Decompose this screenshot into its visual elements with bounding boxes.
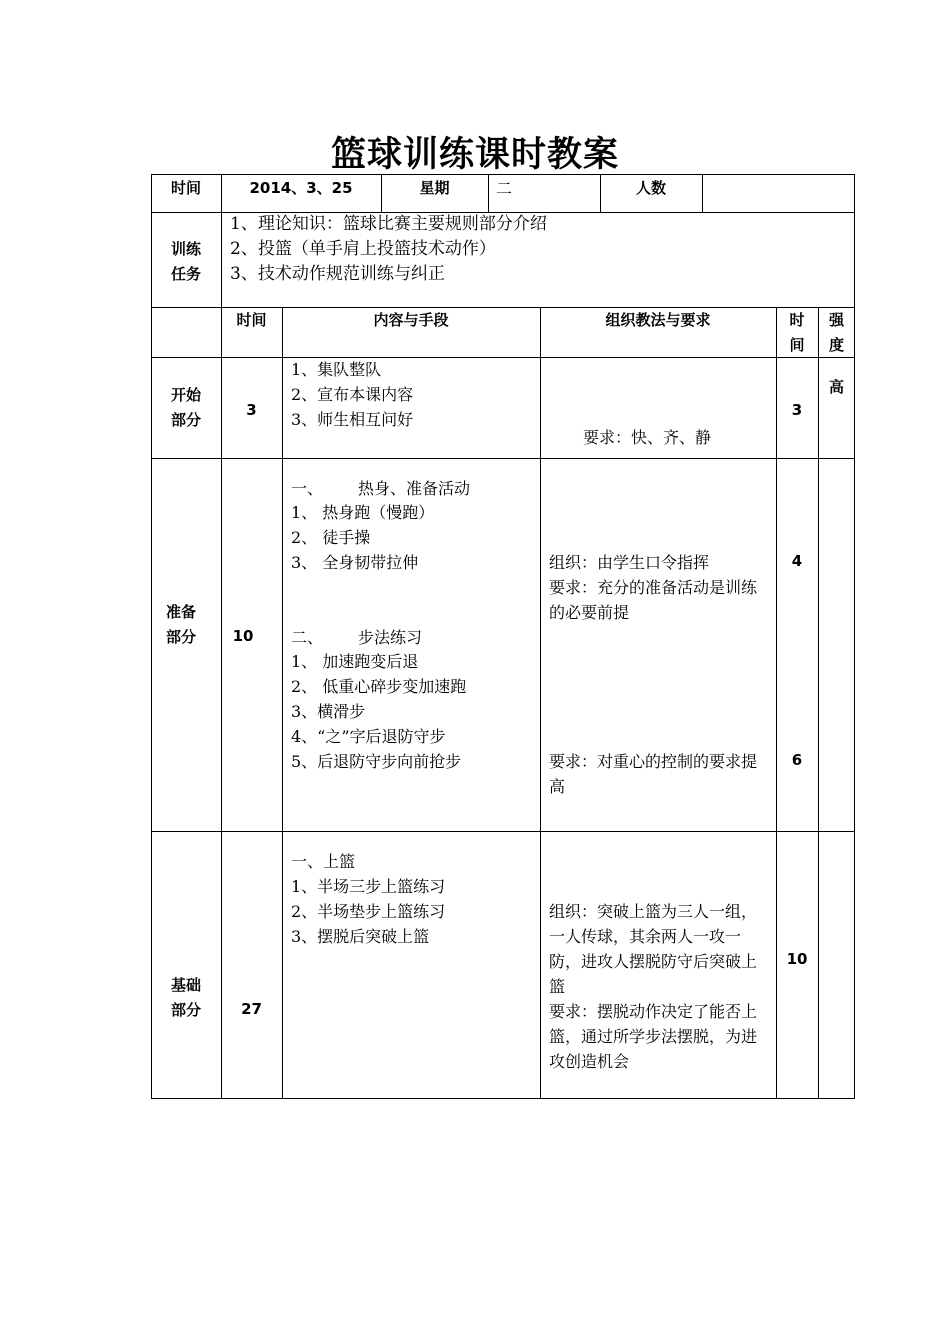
col-header-duration-line: 时 <box>789 311 805 329</box>
content-item: 1、集队整队 <box>291 360 382 379</box>
header-time-label: 时间 <box>170 179 201 197</box>
content-item: 2、 徒手操 <box>291 528 371 547</box>
col-header-intensity <box>818 308 855 358</box>
col-header-duration-line: 间 <box>789 336 805 354</box>
section-name-line: 基础 <box>170 976 201 994</box>
content-item: 2、半场垫步上篮练习 <box>291 902 446 921</box>
method-line: 的必要前提 <box>549 603 630 622</box>
section-start-requirement: 要求：快、齐、静 <box>583 428 712 447</box>
prep-method-2 <box>549 749 757 799</box>
tasks-label-line: 训练 <box>170 240 201 258</box>
content-item: 2、 低重心碎步变加速跑 <box>291 677 467 696</box>
row-divider <box>151 458 855 459</box>
section-name-line: 部分 <box>170 1001 201 1019</box>
col-divider <box>488 174 489 212</box>
prep-method-1 <box>549 550 757 625</box>
content-item: 3、摆脱后突破上篮 <box>291 927 430 946</box>
method-line: 攻创造机会 <box>549 1052 630 1071</box>
row-divider <box>151 831 855 832</box>
content-item: 一、上篮 <box>291 852 356 871</box>
tasks-list <box>230 212 547 287</box>
section-prep-name <box>151 600 211 650</box>
section-start-intensity: 高 <box>828 378 844 396</box>
tasks-label-line: 任务 <box>170 265 201 283</box>
col-divider <box>221 307 222 1099</box>
prep-heading-2-num: 二、 <box>291 628 324 647</box>
section-name-line: 部分 <box>170 411 201 429</box>
method-line: 高 <box>549 777 566 796</box>
section-basic-duration: 10 <box>786 950 808 968</box>
prep-duration-1: 4 <box>791 552 803 570</box>
section-name-line: 部分 <box>165 628 196 646</box>
section-start-time: 3 <box>246 401 257 419</box>
content-item: 4、“之”字后退防守步 <box>291 727 446 746</box>
section-basic-time: 27 <box>241 1000 262 1018</box>
col-divider <box>702 174 703 212</box>
col-divider <box>776 307 777 1099</box>
method-line: 要求：对重心的控制的要求提 <box>549 752 758 771</box>
col-header-time: 时间 <box>236 311 267 329</box>
prep-list-2 <box>291 649 466 774</box>
method-line: 篮，通过所学步法摆脱，为进 <box>549 1027 758 1046</box>
content-item: 3、师生相互问好 <box>291 410 414 429</box>
col-header-intensity-line: 强 <box>828 311 844 329</box>
page-title: 篮球训练课时教案 <box>330 134 619 175</box>
row-divider <box>151 357 855 358</box>
prep-list-1 <box>291 500 434 575</box>
prep-heading-1: 热身、准备活动 <box>358 479 471 498</box>
prep-duration-2: 6 <box>791 751 803 769</box>
method-line: 组织：突破上篮为三人一组， <box>549 902 758 921</box>
section-start-content <box>291 357 413 432</box>
content-item: 3、横滑步 <box>291 702 366 721</box>
col-header-content: 内容与手段 <box>373 311 449 329</box>
content-item: 1、半场三步上篮练习 <box>291 877 446 896</box>
content-item: 3、 全身韧带拉伸 <box>291 553 419 572</box>
header-count-label: 人数 <box>635 179 666 197</box>
section-basic-name <box>151 973 221 1023</box>
col-divider <box>540 307 541 1099</box>
method-line: 防，进攻人摆脱防守后突破上 <box>549 952 758 971</box>
method-line: 组织：由学生口令指挥 <box>549 553 710 572</box>
method-line: 篮 <box>549 977 566 996</box>
col-divider <box>221 212 222 307</box>
col-header-intensity-line: 度 <box>828 336 844 354</box>
col-header-duration <box>776 308 818 358</box>
header-date: 2014、3、25 <box>249 179 353 197</box>
section-start-name <box>151 383 221 433</box>
content-item: 2、宣布本课内容 <box>291 385 414 404</box>
col-divider <box>282 307 283 1099</box>
section-start-duration: 3 <box>791 401 803 419</box>
section-prep-time: 10 <box>232 627 254 645</box>
header-weekday: 二 <box>496 179 513 198</box>
method-line: 要求：摆脱动作决定了能否上 <box>549 1002 758 1021</box>
content-item: 1、 热身跑（慢跑） <box>291 503 435 522</box>
section-basic-content <box>291 849 445 949</box>
col-divider <box>818 307 819 1099</box>
task-item: 3、技术动作规范训练与纠正 <box>230 264 445 284</box>
section-name-line: 开始 <box>170 386 201 404</box>
header-weekday-label: 星期 <box>419 179 450 197</box>
prep-heading-1-num: 一、 <box>291 479 324 498</box>
section-basic-method <box>549 899 757 1074</box>
col-header-method: 组织教法与要求 <box>605 311 711 329</box>
section-name-line: 准备 <box>165 603 196 621</box>
method-line: 要求：充分的准备活动是训练 <box>549 578 758 597</box>
task-item: 2、投篮（单手肩上投篮技术动作） <box>230 239 496 259</box>
content-item: 5、后退防守步向前抢步 <box>291 752 462 771</box>
content-item: 1、 加速跑变后退 <box>291 652 419 671</box>
tasks-label <box>151 237 221 287</box>
method-line: 一人传球，其余两人一攻一 <box>549 927 742 946</box>
prep-heading-2: 步法练习 <box>358 628 423 647</box>
task-item: 1、理论知识：篮球比赛主要规则部分介绍 <box>230 214 547 234</box>
